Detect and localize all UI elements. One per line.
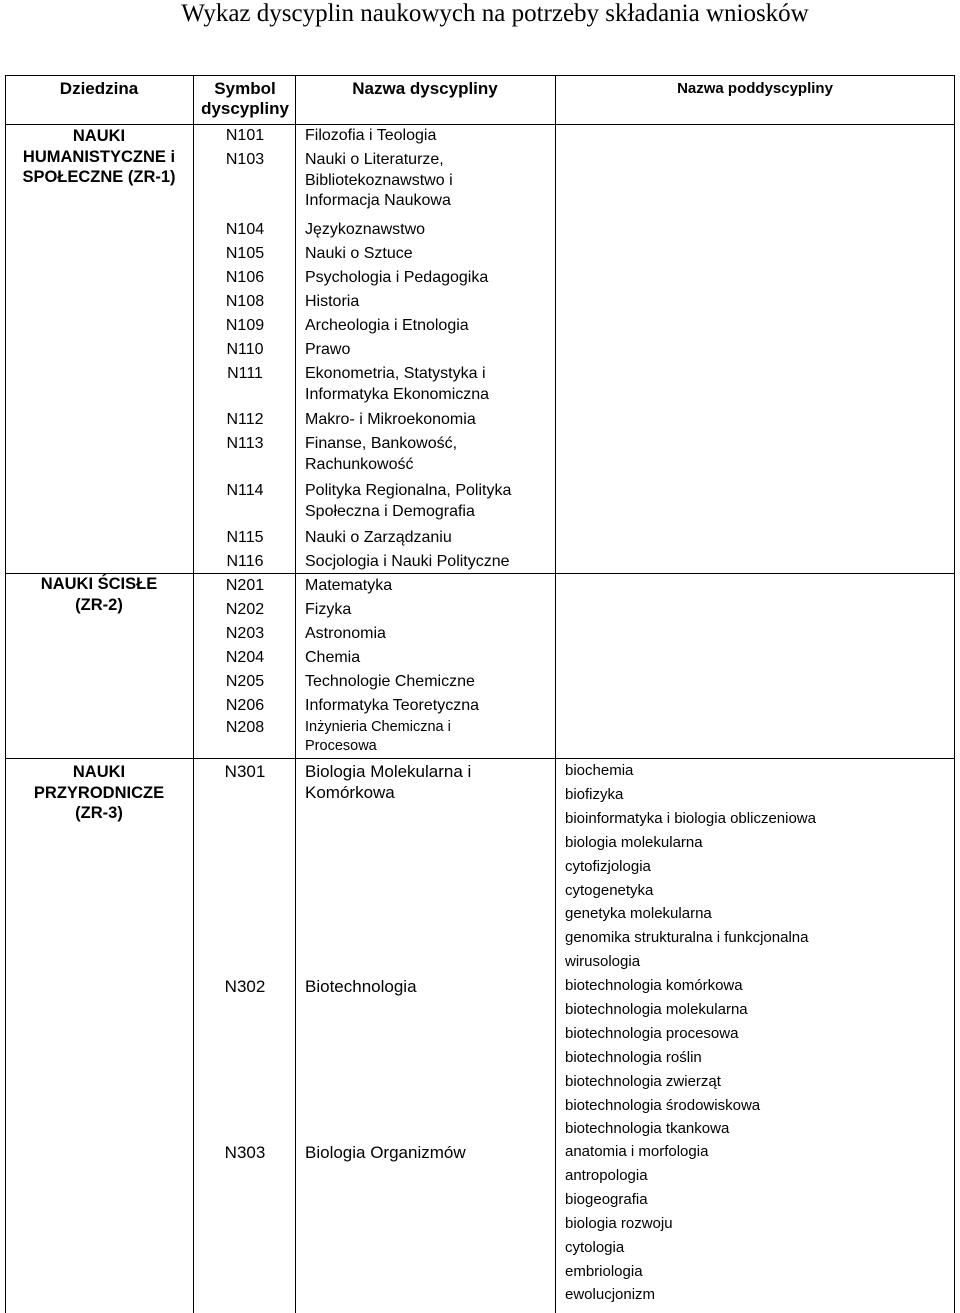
header-symbol-line: Symbol	[214, 79, 276, 98]
discipline-name	[305, 434, 457, 475]
discipline-name-line: Nauki o Literaturze,	[305, 151, 444, 168]
discipline-name-line: Biotechnologia	[305, 977, 417, 996]
row-divider	[5, 124, 955, 125]
discipline-name	[305, 150, 453, 212]
discipline-code: N201	[225, 577, 265, 594]
discipline-code: N109	[225, 317, 265, 334]
discipline-name-line: Fizyka	[305, 601, 352, 618]
domain-cell	[7, 762, 191, 824]
discipline-name	[305, 1143, 466, 1164]
column-divider	[555, 75, 556, 1313]
subdiscipline-item: cytofizjologia	[565, 857, 651, 875]
discipline-name	[305, 220, 425, 241]
domain-line: (ZR-3)	[75, 804, 123, 822]
subdiscipline-item: biogeografia	[565, 1190, 648, 1208]
discipline-name	[305, 340, 350, 361]
discipline-code: N108	[225, 293, 265, 310]
subdiscipline-item: biologia molekularna	[565, 833, 703, 851]
discipline-code: N113	[226, 435, 264, 452]
discipline-name-line: Nauki o Zarządzaniu	[305, 529, 452, 546]
discipline-code: N202	[225, 601, 265, 618]
discipline-name-line: Polityka Regionalna, Polityka	[305, 482, 512, 499]
discipline-code: N204	[225, 649, 265, 666]
discipline-name	[305, 624, 386, 645]
domain-line: NAUKI ŚCISŁE	[40, 575, 158, 593]
subdiscipline-item: cytogenetyka	[565, 881, 654, 899]
discipline-code: N206	[225, 697, 265, 714]
domain-line: NAUKI	[72, 763, 126, 781]
discipline-name	[305, 977, 417, 998]
discipline-name	[305, 696, 479, 717]
discipline-code: N301	[224, 762, 266, 781]
discipline-name-line: Biologia Molekularna i	[305, 762, 472, 781]
subdiscipline-item: biofizyka	[565, 785, 624, 803]
discipline-code: N116	[226, 553, 264, 570]
discipline-name-line: Procesowa	[305, 738, 377, 754]
discipline-name	[305, 672, 475, 693]
discipline-code: N205	[225, 673, 265, 690]
subdiscipline-item: biotechnologia komórkowa	[565, 977, 743, 994]
subdiscipline-item: biochemia	[565, 762, 634, 779]
subdiscipline-item: biologia rozwoju	[565, 1214, 673, 1232]
discipline-name-line: Matematyka	[305, 577, 393, 594]
discipline-name-line: Psychologia i Pedagogika	[305, 269, 489, 286]
discipline-name	[305, 718, 451, 756]
column-divider	[295, 75, 296, 1313]
discipline-code: N111	[227, 365, 263, 382]
page-title: Wykaz dyscyplin naukowych na potrzeby składania wniosków	[181, 0, 809, 27]
discipline-name	[305, 600, 351, 621]
discipline-code: N303	[224, 1143, 266, 1162]
subdiscipline-item: biotechnologia procesowa	[565, 1024, 739, 1042]
subdiscipline-item: biotechnologia zwierząt	[565, 1072, 721, 1090]
header-name: Nazwa dyscypliny	[352, 79, 498, 98]
subdiscipline-item: genomika strukturalna i funkcjonalna	[565, 929, 809, 947]
discipline-name-line: Inżynieria Chemiczna i	[305, 719, 451, 735]
subdiscipline-item: genetyka molekularna	[565, 905, 712, 923]
discipline-name-line: Informatyka Teoretyczna	[305, 697, 480, 714]
subdiscipline-item: anatomia i morfologia	[565, 1143, 709, 1160]
subdiscipline-item: wirusologia	[565, 953, 641, 971]
discipline-name-line: Archeologia i Etnologia	[305, 317, 469, 334]
disciplines-table	[5, 75, 955, 1313]
header-symbol-line: dyscypliny	[201, 99, 289, 118]
discipline-name	[305, 576, 392, 597]
discipline-name-line: Socjologia i Nauki Polityczne	[305, 553, 510, 570]
discipline-code: N302	[224, 977, 266, 996]
domain-cell	[7, 574, 191, 615]
discipline-name-line: Językoznawstwo	[305, 221, 426, 238]
discipline-name	[305, 648, 360, 669]
subdiscipline-item: bioinformatyka i biologia obliczeniowa	[565, 809, 816, 827]
subdiscipline-item: biotechnologia roślin	[565, 1048, 702, 1066]
discipline-name-line: Filozofia i Teologia	[305, 127, 437, 144]
discipline-name	[305, 528, 452, 549]
domain-line: (ZR-2)	[75, 595, 123, 614]
discipline-name-line: Astronomia	[305, 625, 386, 642]
discipline-name-line: Technologie Chemiczne	[305, 673, 475, 690]
subdiscipline-item: cytologia	[565, 1238, 625, 1256]
discipline-name-line: Informatyka Ekonomiczna	[305, 385, 490, 403]
discipline-code: N110	[226, 341, 264, 358]
discipline-name	[305, 481, 511, 522]
discipline-name	[305, 762, 471, 803]
discipline-name	[305, 126, 436, 147]
domain-line: HUMANISTYCZNE i	[22, 147, 176, 166]
subdiscipline-item: embriologia	[565, 1262, 643, 1280]
domain-line: SPOŁECZNE (ZR-1)	[22, 168, 176, 186]
domain-cell	[7, 126, 191, 188]
subdiscipline-item: antropologia	[565, 1166, 648, 1184]
discipline-code: N208	[225, 719, 265, 736]
discipline-name	[305, 268, 488, 289]
header-symbol	[196, 79, 294, 119]
subdiscipline-item: biotechnologia molekularna	[565, 1000, 748, 1018]
discipline-name-line: Prawo	[305, 341, 351, 358]
discipline-name-line: Biologia Organizmów	[305, 1143, 466, 1162]
discipline-name-line: Społeczna i Demografia	[305, 502, 475, 520]
discipline-code: N115	[226, 529, 264, 546]
discipline-code: N104	[225, 221, 265, 238]
discipline-code: N103	[225, 151, 265, 168]
subdiscipline-item: biotechnologia tkankowa	[565, 1120, 730, 1138]
discipline-code: N101	[225, 127, 265, 144]
discipline-name-line: Makro- i Mikroekonomia	[305, 411, 476, 428]
discipline-name	[305, 292, 359, 313]
header-domain: Dziedzina	[59, 79, 139, 98]
column-divider	[193, 75, 194, 1313]
discipline-name-line: Komórkowa	[305, 782, 395, 802]
domain-line: PRZYRODNICZE	[33, 783, 165, 802]
domain-line: NAUKI	[72, 127, 126, 145]
discipline-name-line: Informacja Naukowa	[305, 192, 451, 209]
discipline-code: N112	[226, 411, 264, 428]
discipline-name-line: Rachunkowość	[305, 455, 414, 473]
discipline-code: N114	[226, 482, 264, 499]
discipline-name-line: Nauki o Sztuce	[305, 245, 413, 262]
discipline-name-line: Chemia	[305, 649, 361, 666]
discipline-name-line: Bibliotekoznawstwo i	[305, 171, 453, 189]
row-divider	[5, 758, 955, 759]
discipline-name	[305, 244, 413, 265]
discipline-name-line: Ekonometria, Statystyka i	[305, 365, 486, 382]
header-subname: Nazwa poddyscypliny	[677, 80, 833, 97]
discipline-code: N105	[225, 245, 265, 262]
discipline-name-line: Finanse, Bankowość,	[305, 435, 458, 452]
discipline-code: N106	[225, 269, 265, 286]
discipline-name-line: Historia	[305, 293, 360, 310]
discipline-code: N203	[225, 625, 265, 642]
discipline-name	[305, 364, 489, 405]
subdiscipline-item: biotechnologia środowiskowa	[565, 1096, 761, 1114]
discipline-name	[305, 552, 510, 573]
discipline-name	[305, 410, 476, 431]
discipline-name	[305, 316, 469, 337]
subdiscipline-item: ewolucjonizm	[565, 1286, 656, 1304]
